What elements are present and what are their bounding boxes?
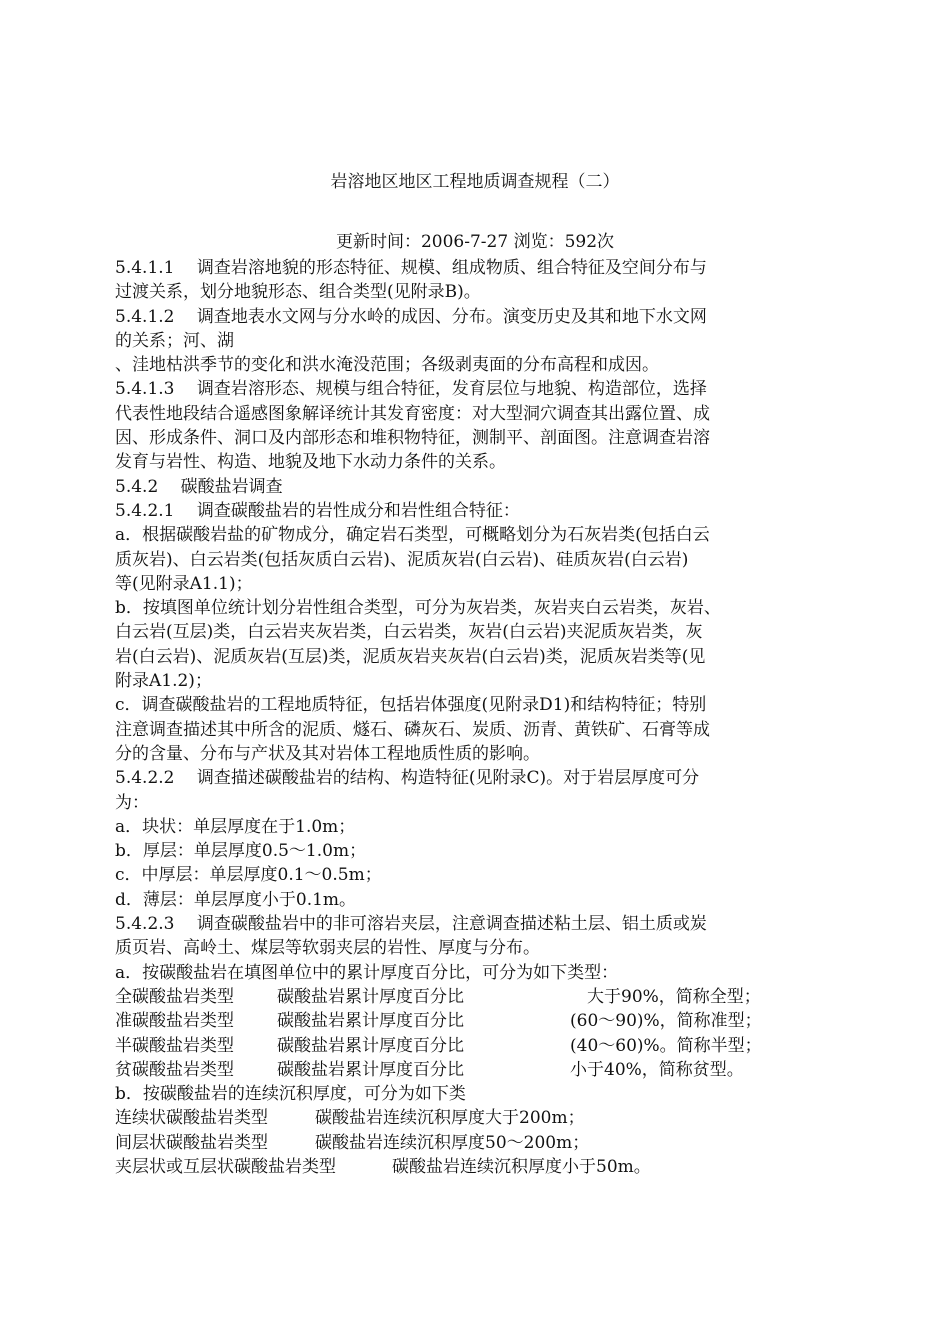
body-line: 、洼地枯洪季节的变化和洪水淹没范围；各级剥夷面的分布高程和成因。 bbox=[115, 355, 659, 376]
type-name: 半碳酸盐岩类型 bbox=[115, 1035, 234, 1056]
body-line: 5.4.1.3 调查岩溶形态、规模与组合特征，发育层位与地貌、构造部位，选择 bbox=[115, 379, 707, 400]
type-row bbox=[115, 1058, 795, 1082]
type-name: 贫碳酸盐岩类型 bbox=[115, 1059, 234, 1080]
document-body bbox=[115, 256, 795, 1179]
document-title: 岩溶地区地区工程地质调查规程（二） bbox=[330, 172, 620, 192]
type-criterion: 碳酸盐岩累计厚度百分比 bbox=[277, 986, 464, 1007]
type-name: 准碳酸盐岩类型 bbox=[115, 1011, 234, 1032]
body-line: 因、形成条件、洞口及内部形态和堆积物特征，测制平、剖面图。注意调查岩溶 bbox=[115, 428, 710, 449]
body-line: c．调查碳酸盐岩的工程地质特征，包括岩体强度(见附录D1)和结构特征；特别 bbox=[115, 695, 707, 716]
body-line: 注意调查描述其中所含的泥质、燧石、磷灰石、炭质、沥青、黄铁矿、石膏等成 bbox=[115, 719, 710, 740]
type-criterion: 碳酸盐岩累计厚度百分比 bbox=[277, 1011, 464, 1032]
continuity-table bbox=[115, 1106, 795, 1179]
continuity-row bbox=[115, 1131, 795, 1155]
type-value: 小于40%，简称贫型。 bbox=[553, 1059, 744, 1080]
body-line: b．按填图单位统计划分岩性组合类型，可分为灰岩类，灰岩夹白云岩类，灰岩、 bbox=[115, 598, 721, 619]
body-line: a．按碳酸盐岩在填图单位中的累计厚度百分比，可分为如下类型： bbox=[115, 962, 619, 983]
body-line: 质页岩、高岭土、煤层等软弱夹层的岩性、厚度与分布。 bbox=[115, 938, 540, 959]
body-line: d．薄层：单层厚度小于0.1m。 bbox=[115, 889, 357, 910]
body-line: a．块状：单层厚度在于1.0m； bbox=[115, 816, 356, 837]
type-row bbox=[115, 1009, 795, 1033]
body-line: 5.4.2.1 调查碳酸盐岩的岩性成分和岩性组合特征： bbox=[115, 500, 520, 521]
continuity-value: 碳酸盐岩连续沉积厚度大于200m； bbox=[315, 1108, 585, 1129]
body-line: 白云岩(互层)类，白云岩夹灰岩类，白云岩类，灰岩(白云岩)夹泥质灰岩类，灰 bbox=[115, 622, 703, 643]
type-value: 大于90%，简称全型； bbox=[553, 986, 761, 1007]
update-meta: 更新时间：2006-7-27 浏览：592次 bbox=[335, 232, 615, 252]
continuity-name: 连续状碳酸盐岩类型 bbox=[115, 1108, 268, 1129]
body-line: 5.4.2.3 调查碳酸盐岩中的非可溶岩夹层，注意调查描述粘土层、铝土质或炭 bbox=[115, 914, 707, 935]
body-line: 5.4.1.1 调查岩溶地貌的形态特征、规模、组成物质、组合特征及空间分布与 bbox=[115, 258, 707, 278]
body-line: 发育与岩性、构造、地貌及地下水动力条件的关系。 bbox=[115, 452, 506, 473]
body-line: 附录A1.2)； bbox=[115, 671, 212, 692]
body-lines bbox=[115, 256, 795, 985]
type-row bbox=[115, 1034, 795, 1058]
type-criterion: 碳酸盐岩累计厚度百分比 bbox=[277, 1035, 464, 1056]
continuity-row bbox=[115, 1106, 795, 1130]
body-line: 分的含量、分布与产状及其对岩体工程地质性质的影响。 bbox=[115, 743, 540, 764]
continuity-value: 碳酸盐岩连续沉积厚度小于50m。 bbox=[392, 1156, 651, 1177]
body-line: 5.4.1.2 调查地表水文网与分水岭的成因、分布。演变历史及其和地下水文网 bbox=[115, 306, 707, 327]
body-line: 为： bbox=[115, 792, 149, 813]
body-line: 5.4.2 碳酸盐岩调查 bbox=[115, 476, 283, 497]
body-line: 5.4.2.2 调查描述碳酸盐岩的结构、构造特征(见附录C)。对于岩层厚度可分 bbox=[115, 768, 700, 789]
continuity-name: 间层状碳酸盐岩类型 bbox=[115, 1132, 268, 1153]
type-name: 全碳酸盐岩类型 bbox=[115, 986, 234, 1007]
body-line: 等(见附录A1.1)； bbox=[115, 573, 253, 594]
body-line: 质灰岩)、白云岩类(包括灰质白云岩)、泥质灰岩(白云岩)、硅质灰岩(白云岩) bbox=[115, 549, 689, 570]
body-line: 代表性地段结合遥感图象解译统计其发育密度：对大型洞穴调查其出露位置、成 bbox=[115, 403, 710, 424]
type-row bbox=[115, 985, 795, 1009]
body-line: b．按碳酸盐岩的连续沉积厚度，可分为如下类 bbox=[115, 1084, 466, 1105]
type-criterion: 碳酸盐岩累计厚度百分比 bbox=[277, 1059, 464, 1080]
type-value: (60～90)%，简称准型； bbox=[553, 1011, 762, 1032]
continuity-row bbox=[115, 1155, 795, 1179]
body-line: a．根据碳酸岩盐的矿物成分，确定岩石类型，可概略划分为石灰岩类(包括白云 bbox=[115, 525, 710, 546]
carbonate-type-table bbox=[115, 985, 795, 1082]
continuity-value: 碳酸盐岩连续沉积厚度50～200m； bbox=[315, 1132, 590, 1153]
body-line: c．中厚层：单层厚度0.1～0.5m； bbox=[115, 865, 382, 886]
continuity-name: 夹层状或互层状碳酸盐岩类型 bbox=[115, 1156, 336, 1177]
type-value: (40～60)%。简称半型； bbox=[553, 1035, 762, 1056]
body-line: 岩(白云岩)、泥质灰岩(互层)类，泥质灰岩夹灰岩(白云岩)类，泥质灰岩类等(见 bbox=[115, 646, 706, 667]
body-line: 的关系；河、湖 bbox=[115, 330, 234, 351]
body-line: 过渡关系，划分地貌形态、组合类型(见附录B)。 bbox=[115, 282, 481, 303]
body-line: b．厚层：单层厚度0.5～1.0m； bbox=[115, 841, 367, 862]
